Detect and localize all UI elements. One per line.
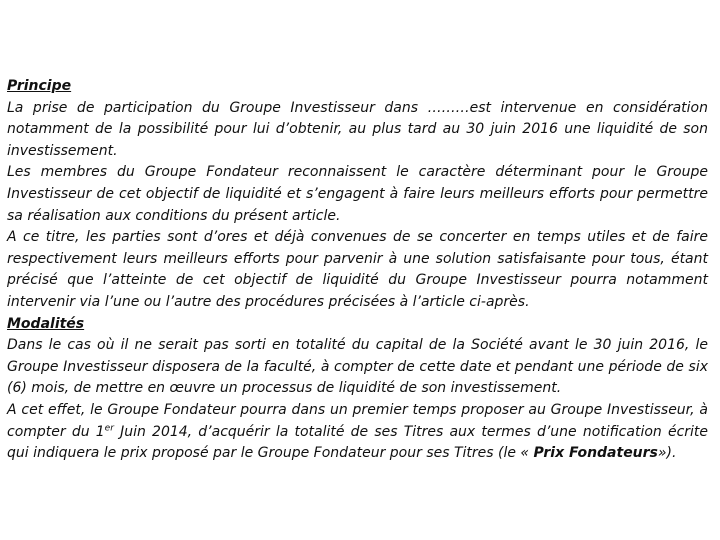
paragraph-5-text-c: »). [657, 445, 677, 462]
heading-modalites: Modalités [7, 315, 85, 332]
paragraph-5 [7, 400, 708, 465]
paragraph-5-text-a: A cet effet, le Groupe Fondateur pourra dans un premier temps proposer au Groupe Investisseur, à compter du 1 [7, 401, 708, 440]
ordinal-superscript: er [104, 422, 114, 433]
paragraph-5-text-b: Juin 2014, d’acquérir la totalité de ses Titres aux termes d’une notification écrite qui indiquera le prix proposé par le Groupe Fondateur pour ses Titres (le « [7, 423, 709, 462]
paragraph-3: A ce titre, les parties sont d’ores et déjà convenues de se concerter en temps utiles et de faire respectivement leurs meilleurs efforts pour parvenir à une solution satisfaisante pour tous, étant précisé que l’atteinte de cet objectif de liquidité du Groupe Investisseur pourra notamment intervenir via l’une ou l’autre des procédures précisées à l’article ci-après. [7, 229, 708, 310]
paragraph-1: La prise de participation du Groupe Investisseur dans ………est intervenue en considération notamment de la possibilité pour lui d’obtenir, au plus tard au 30 juin 2016 une liquidité de son investissement. [7, 99, 708, 159]
paragraph-2: Les membres du Groupe Fondateur reconnaissent le caractère déterminant pour le Groupe Investisseur de cet objectif de liquidité et s’engagent à faire leurs meilleurs efforts pour permettre sa réalisation aux conditions du présent article. [7, 164, 708, 224]
heading-principe: Principe [7, 78, 72, 94]
paragraph-4: Dans le cas où il ne serait pas sorti en totalité du capital de la Société avant le 30 juin 2016, le Groupe Investisseur disposera de la faculté, à compter de cette date et pendant une période de six (6) mois, de mettre en œuvre un processus de liquidité de son investissement. [7, 337, 708, 397]
prix-fondateurs-term: Prix Fondateurs [533, 445, 658, 462]
document-body [7, 76, 708, 465]
